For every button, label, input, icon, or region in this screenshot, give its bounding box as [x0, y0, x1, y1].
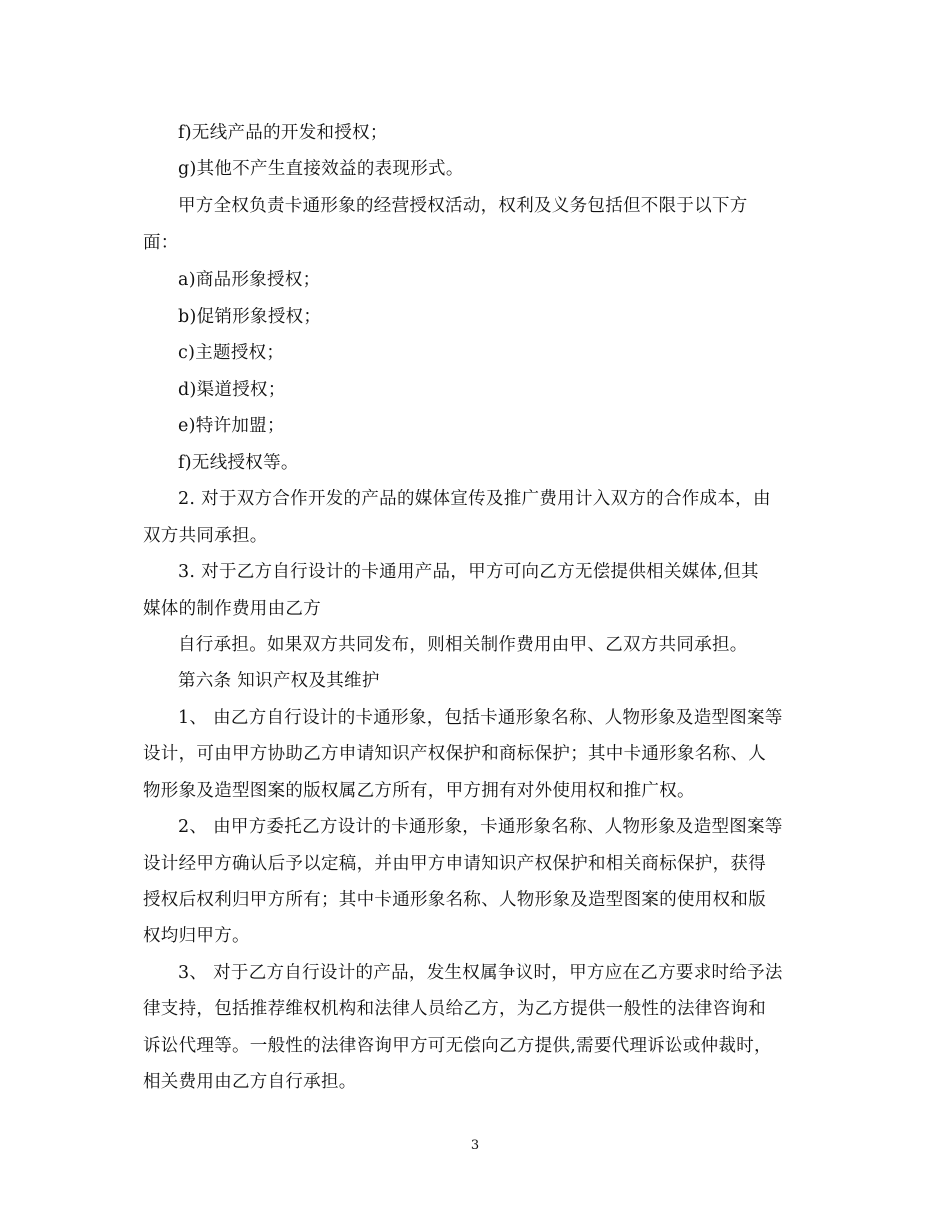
text-line: 相关费用由乙方自行承担。 — [143, 1072, 357, 1092]
text-line: f)无线授权等。 — [178, 453, 299, 473]
text-line: 授权后权利归甲方所有；其中卡通形象名称、人物形象及造型图案的使用权和版 — [143, 890, 766, 910]
text-line: 2. 对于双方合作开发的产品的媒体宣传及推广费用计入双方的合作成本，由 — [178, 489, 771, 509]
text-line: c)主题授权； — [178, 343, 285, 363]
section-heading: 第六条 知识产权及其维护 — [178, 671, 380, 691]
text-line: 双方共同承担。 — [143, 526, 268, 546]
text-line: 3、 对于乙方自行设计的产品，发生权属争议时，甲方应在乙方要求时给予法 — [178, 963, 783, 983]
text-line: b)促销形象授权； — [178, 307, 322, 327]
text-line: 2、 由甲方委托乙方设计的卡通形象，卡通形象名称、人物形象及造型图案等 — [178, 817, 783, 837]
text-line: 3. 对于乙方自行设计的卡通用产品，甲方可向乙方无偿提供相关媒体,但其 — [178, 562, 759, 582]
text-line: 诉讼代理等。一般性的法律咨询甲方可无偿向乙方提供,需要代理诉讼或仲裁时， — [143, 1036, 772, 1056]
text-line: 设计，可由甲方协助乙方申请知识产权保护和商标保护；其中卡通形象名称、人 — [143, 744, 766, 764]
text-line: 面： — [143, 233, 179, 253]
page-number: 3 — [470, 1138, 480, 1153]
text-line: 权均归甲方。 — [143, 926, 250, 946]
text-line: 甲方全权负责卡通形象的经营授权活动，权利及义务包括但不限于以下方 — [178, 196, 748, 216]
text-line: 1、 由乙方自行设计的卡通形象，包括卡通形象名称、人物形象及造型图案等 — [178, 708, 783, 728]
text-line: d)渠道授权； — [178, 380, 286, 400]
text-line: 物形象及造型图案的版权属乙方所有，甲方拥有对外使用权和推广权。 — [143, 781, 695, 801]
text-line: f)无线产品的开发和授权； — [178, 123, 388, 143]
text-line: 律支持，包括推荐维权机构和法律人员给乙方，为乙方提供一般性的法律咨询和 — [143, 999, 766, 1019]
text-line: 设计经甲方确认后予以定稿，并由甲方申请知识产权保护和相关商标保护，获得 — [143, 854, 766, 874]
text-line: e)特许加盟； — [178, 416, 285, 436]
text-line: 媒体的制作费用由乙方 — [143, 599, 321, 619]
text-line: g)其他不产生直接效益的表现形式。 — [178, 159, 464, 179]
text-line: a)商品形象授权； — [178, 270, 321, 290]
text-line: 自行承担。如果双方共同发布，则相关制作费用由甲、乙双方共同承担。 — [178, 635, 748, 655]
